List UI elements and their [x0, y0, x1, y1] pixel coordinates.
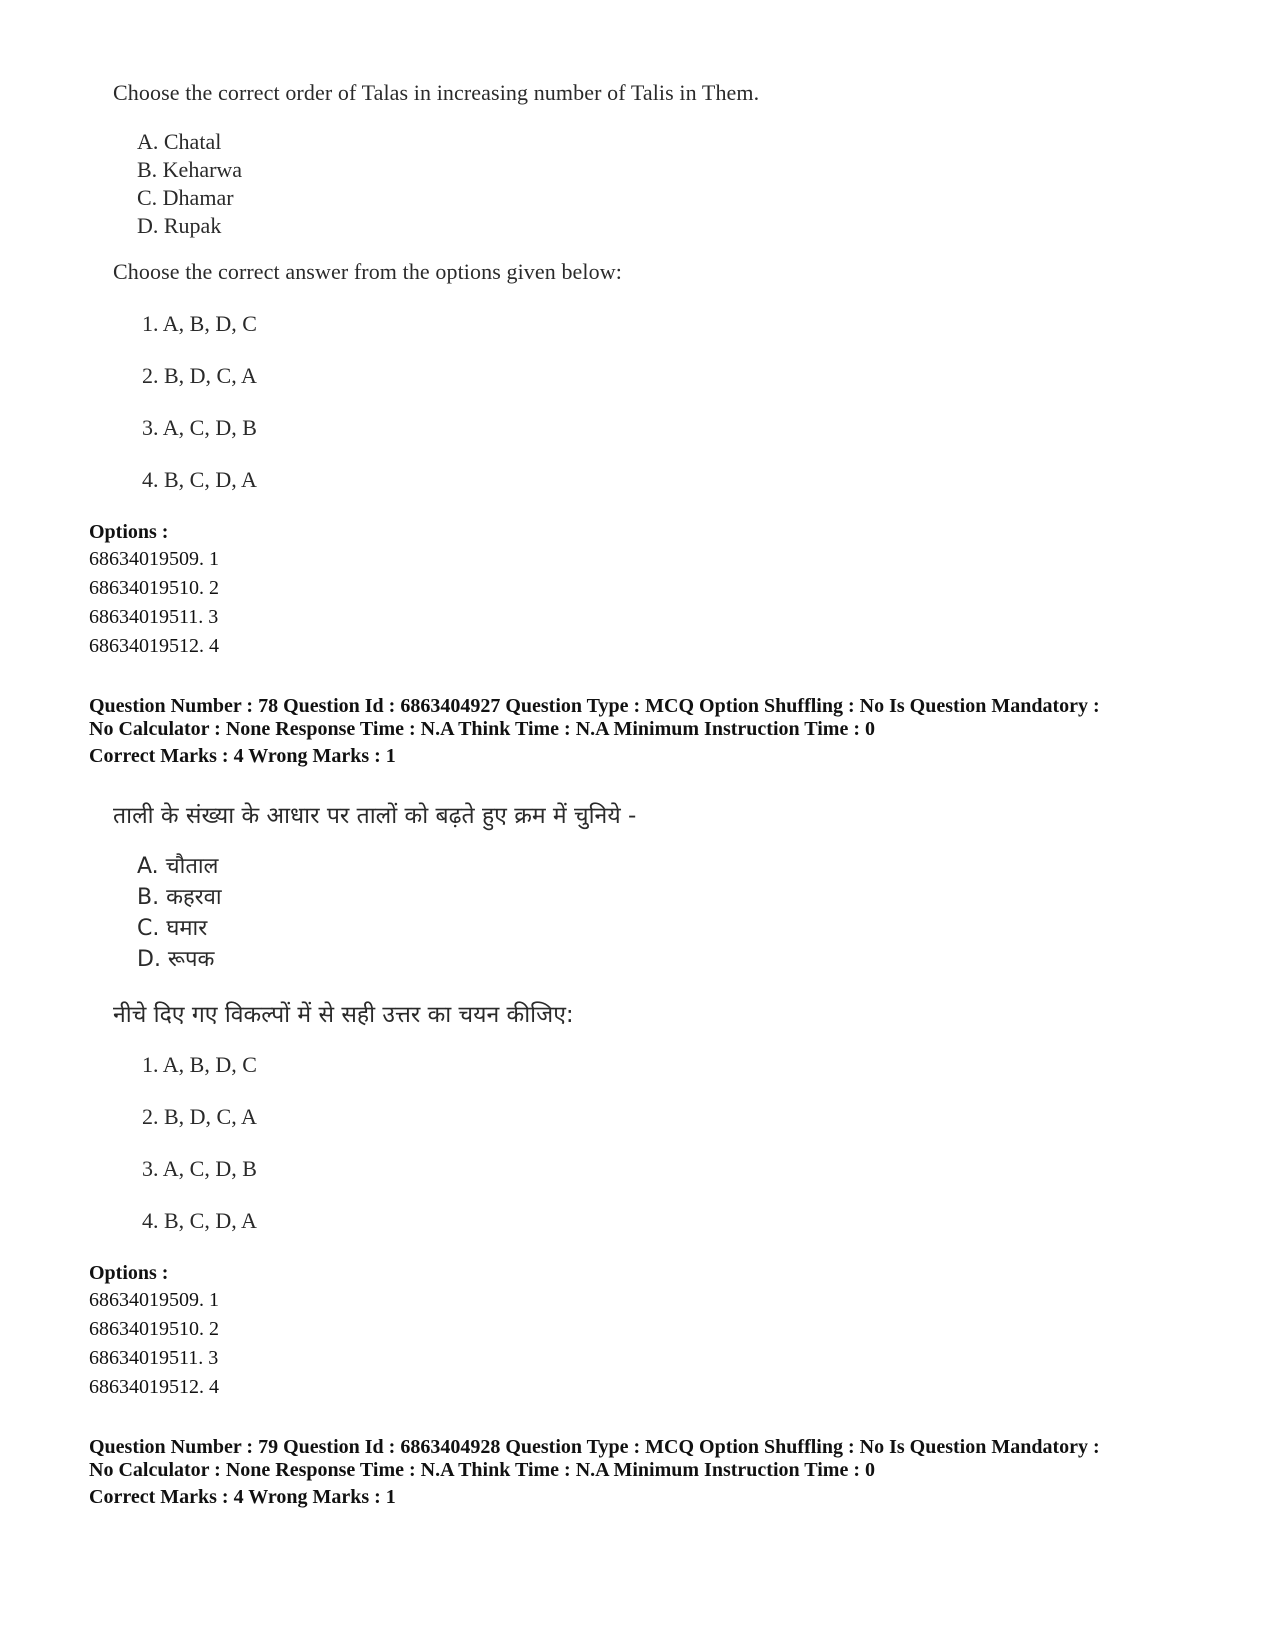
answer-choice: 2. B, D, C, A [142, 363, 257, 388]
answer-choice: 2. B, D, C, A [142, 1104, 257, 1129]
options-list [89, 545, 219, 661]
tala-item: B. Keharwa [137, 157, 243, 182]
question-meta-line: No Calculator : None Response Time : N.A Think Time : N.A Minimum Instruction Time : 0 [89, 1459, 875, 1481]
answer-choice: 4. B, C, D, A [142, 1208, 257, 1233]
question-meta [89, 695, 1199, 741]
answer-choice: 1. A, B, D, C [142, 1052, 257, 1077]
tala-item: B. कहरवा [137, 885, 222, 910]
option-item: 68634019512. 4 [89, 635, 219, 657]
question-meta [89, 1436, 1199, 1482]
option-item: 68634019510. 2 [89, 1318, 219, 1340]
answer-instruction-hindi: नीचे दिए गए विकल्पों में से सही उत्तर का चयन कीजिए: [113, 1002, 574, 1028]
options-label: Options : [89, 521, 169, 543]
answer-instruction: Choose the correct answer from the options given below: [113, 259, 622, 284]
options-label: Options : [89, 1262, 169, 1284]
tala-item-list [137, 128, 242, 240]
question-meta-line: Question Number : 79 Question Id : 6863404928 Question Type : MCQ Option Shuffling : No Is Question Mandatory : [89, 1436, 1100, 1458]
option-item: 68634019509. 1 [89, 1289, 219, 1311]
option-item: 68634019510. 2 [89, 577, 219, 599]
question-meta-line: Question Number : 78 Question Id : 6863404927 Question Type : MCQ Option Shuffling : No Is Question Mandatory : [89, 695, 1100, 717]
tala-item: D. Rupak [137, 213, 222, 238]
tala-item: A. Chatal [137, 129, 222, 154]
question-text: Choose the correct order of Talas in increasing number of Talis in Them. [113, 80, 760, 105]
answer-choice: 1. A, B, D, C [142, 311, 257, 336]
marks-info: Correct Marks : 4 Wrong Marks : 1 [89, 1486, 396, 1508]
answer-choice: 3. A, C, D, B [142, 415, 257, 440]
answer-choice: 4. B, C, D, A [142, 467, 257, 492]
option-item: 68634019511. 3 [89, 1347, 219, 1369]
tala-item: A. चौताल [137, 854, 219, 879]
tala-item: D. रूपक [137, 947, 215, 972]
tala-item: C. घमार [137, 916, 208, 941]
tala-item: C. Dhamar [137, 185, 234, 210]
options-list [89, 1286, 219, 1402]
question-meta-line: No Calculator : None Response Time : N.A Think Time : N.A Minimum Instruction Time : 0 [89, 718, 875, 740]
answer-choice: 3. A, C, D, B [142, 1156, 257, 1181]
option-item: 68634019511. 3 [89, 606, 219, 628]
marks-info: Correct Marks : 4 Wrong Marks : 1 [89, 745, 396, 767]
question-text-hindi: ताली के संख्या के आधार पर तालों को बढ़ते हुए क्रम में चुनिये - [113, 803, 637, 829]
option-item: 68634019509. 1 [89, 548, 219, 570]
tala-item-list-hindi [137, 851, 222, 975]
option-item: 68634019512. 4 [89, 1376, 219, 1398]
